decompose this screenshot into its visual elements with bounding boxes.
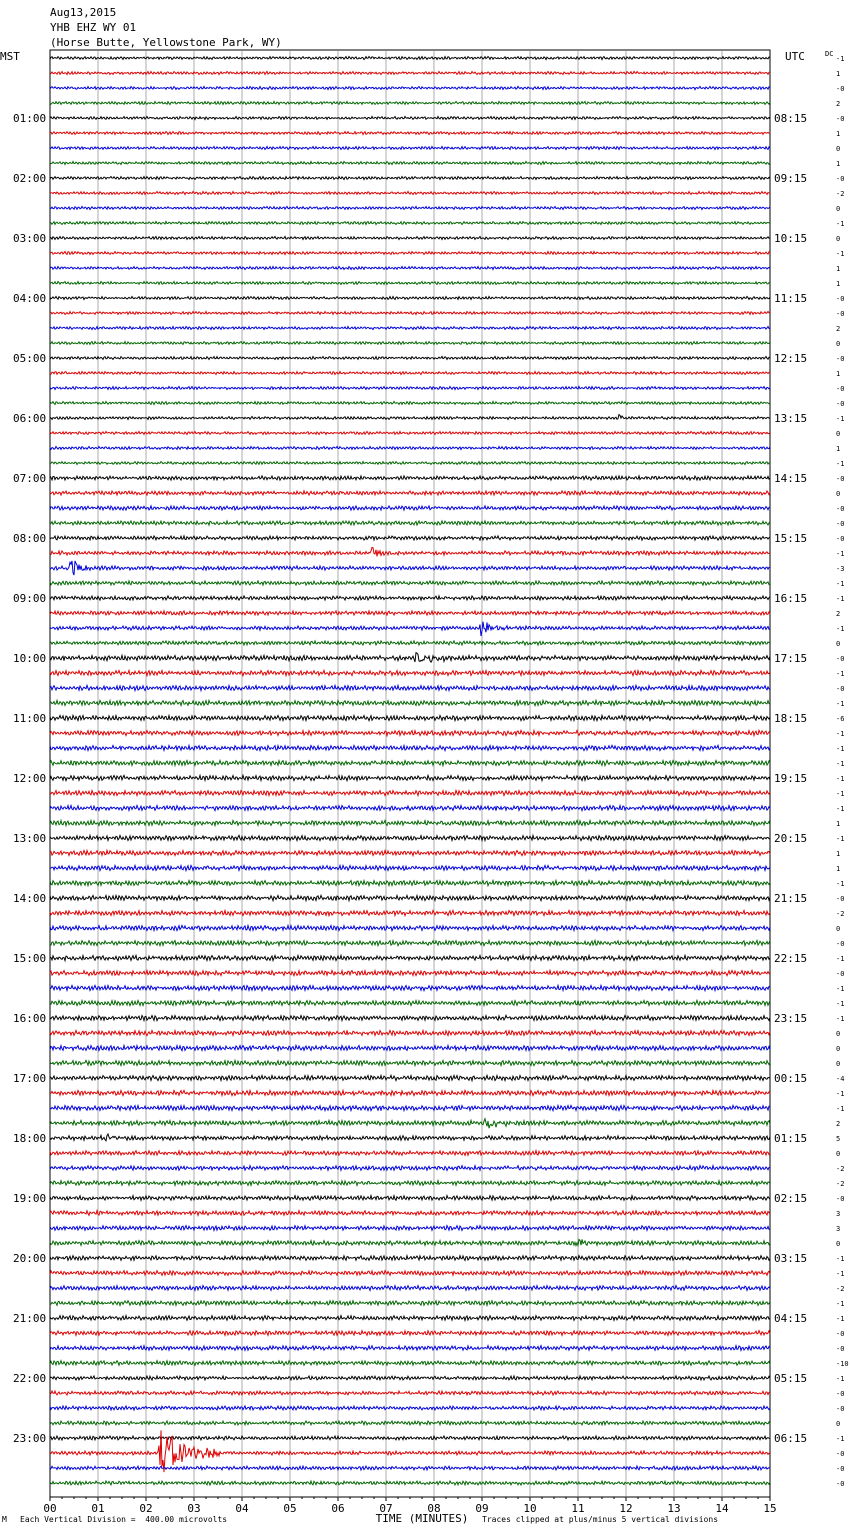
trace-row-76 bbox=[50, 1196, 770, 1201]
trace-row-39 bbox=[50, 641, 770, 645]
trace-row-47 bbox=[50, 760, 770, 765]
dc-offset-label: -0 bbox=[836, 520, 845, 528]
trace-row-25 bbox=[50, 432, 770, 435]
dc-offset-label: -1 bbox=[836, 1300, 845, 1308]
utc-hour-label: 12:15 bbox=[774, 352, 808, 365]
trace-row-19 bbox=[50, 342, 770, 345]
trace-row-53 bbox=[50, 850, 770, 855]
dc-offset-label: 1 bbox=[836, 445, 841, 453]
dc-offset-label: -1 bbox=[836, 460, 845, 468]
dc-offset-label: -0 bbox=[836, 175, 845, 183]
clip-note: Traces clipped at plus/minus 5 vertical divisions bbox=[482, 1515, 719, 1524]
trace-row-68 bbox=[50, 1075, 770, 1080]
mst-hour-label: 09:00 bbox=[13, 592, 47, 605]
trace-row-48 bbox=[50, 775, 770, 780]
trace-row-37 bbox=[50, 611, 770, 615]
utc-hour-label: 04:15 bbox=[774, 1312, 808, 1325]
trace-row-5 bbox=[50, 132, 770, 135]
trace-row-66 bbox=[50, 1045, 770, 1050]
trace-row-22 bbox=[50, 386, 770, 389]
location-label: (Horse Butte, Yellowstone Park, WY) bbox=[50, 36, 282, 49]
dc-offset-label: -2 bbox=[836, 190, 845, 198]
utc-hour-label: 09:15 bbox=[774, 172, 808, 185]
dc-offset-label: 1 bbox=[836, 820, 841, 828]
mst-hour-label: 07:00 bbox=[13, 472, 47, 485]
trace-row-42 bbox=[50, 685, 770, 690]
mst-hour-label: 12:00 bbox=[13, 772, 47, 785]
dc-offset-label: -1 bbox=[836, 760, 845, 768]
x-tick-label: 02 bbox=[139, 1502, 153, 1515]
trace-row-44 bbox=[50, 715, 770, 720]
trace-row-88 bbox=[50, 1376, 770, 1380]
dc-offset-label: -1 bbox=[836, 1255, 845, 1263]
utc-hour-label: 18:15 bbox=[774, 712, 808, 725]
mst-hour-label: 19:00 bbox=[13, 1192, 47, 1205]
trace-row-64 bbox=[50, 1015, 770, 1020]
dc-offset-label: -1 bbox=[836, 625, 845, 633]
x-tick-label: 00 bbox=[43, 1502, 57, 1515]
utc-hour-label: 11:15 bbox=[774, 292, 808, 305]
dc-offset-label: -2 bbox=[836, 1285, 845, 1293]
mst-hour-label: 03:00 bbox=[13, 232, 47, 245]
trace-row-50 bbox=[50, 806, 770, 811]
dc-offset-label: -1 bbox=[836, 700, 845, 708]
trace-row-69 bbox=[50, 1090, 770, 1095]
mst-hour-label: 15:00 bbox=[13, 952, 47, 965]
trace-row-92 bbox=[50, 1436, 770, 1440]
trace-row-13 bbox=[50, 252, 770, 255]
dc-offset-label: 0 bbox=[836, 1045, 841, 1053]
trace-row-45 bbox=[50, 730, 770, 735]
dc-offset-label: -1 bbox=[836, 1315, 845, 1323]
dc-offset-label: -1 bbox=[836, 670, 845, 678]
x-tick-label: 08 bbox=[427, 1502, 441, 1515]
x-tick-label: 09 bbox=[475, 1502, 489, 1515]
utc-hour-label: 16:15 bbox=[774, 592, 808, 605]
dc-offset-label: -0 bbox=[836, 400, 845, 408]
trace-row-34 bbox=[50, 561, 770, 575]
trace-row-71 bbox=[50, 1119, 770, 1129]
trace-row-38 bbox=[50, 622, 770, 636]
dc-offset-label: 0 bbox=[836, 1240, 841, 1248]
trace-row-52 bbox=[50, 835, 770, 840]
trace-row-95 bbox=[50, 1481, 770, 1485]
trace-row-54 bbox=[50, 865, 770, 870]
dc-offset-label: -0 bbox=[836, 1390, 845, 1398]
dc-offset-label: -0 bbox=[836, 385, 845, 393]
dc-offset-label: 0 bbox=[836, 1030, 841, 1038]
trace-row-23 bbox=[50, 402, 770, 405]
trace-row-26 bbox=[50, 447, 770, 450]
mst-hour-label: 08:00 bbox=[13, 532, 47, 545]
trace-row-36 bbox=[50, 596, 770, 600]
trace-row-74 bbox=[50, 1166, 770, 1171]
mst-hour-label: 18:00 bbox=[13, 1132, 47, 1145]
mst-hour-label: 01:00 bbox=[13, 112, 47, 125]
dc-offset-label: -1 bbox=[836, 985, 845, 993]
trace-row-61 bbox=[50, 970, 770, 975]
x-tick-label: 04 bbox=[235, 1502, 249, 1515]
dc-offset-label: -1 bbox=[836, 955, 845, 963]
dc-offset-label: 1 bbox=[836, 280, 841, 288]
trace-row-87 bbox=[50, 1361, 770, 1366]
dc-offset-label: -0 bbox=[836, 475, 845, 483]
dc-offset-label: 2 bbox=[836, 100, 841, 108]
dc-offset-label: -1 bbox=[836, 745, 845, 753]
trace-row-59 bbox=[50, 940, 770, 945]
utc-hour-label: 02:15 bbox=[774, 1192, 808, 1205]
dc-offset-label: -0 bbox=[836, 970, 845, 978]
utc-hour-label: 22:15 bbox=[774, 952, 808, 965]
x-tick-label: 11 bbox=[571, 1502, 585, 1515]
dc-offset-label: 1 bbox=[836, 265, 841, 273]
dc-offset-label: 1 bbox=[836, 865, 841, 873]
utc-hour-label: 00:15 bbox=[774, 1072, 808, 1085]
trace-row-40 bbox=[50, 653, 770, 663]
trace-row-6 bbox=[50, 147, 770, 150]
dc-offset-label: 0 bbox=[836, 925, 841, 933]
mst-hour-label: 13:00 bbox=[13, 832, 47, 845]
utc-hour-label: 01:15 bbox=[774, 1132, 808, 1145]
dc-offset-label: 1 bbox=[836, 370, 841, 378]
trace-row-28 bbox=[50, 476, 770, 480]
trace-row-89 bbox=[50, 1391, 770, 1395]
trace-row-77 bbox=[50, 1211, 770, 1216]
dc-offset-label: -1 bbox=[836, 1375, 845, 1383]
dc-offset-label: -0 bbox=[836, 655, 845, 663]
trace-row-33 bbox=[50, 548, 770, 557]
trace-row-72 bbox=[50, 1134, 770, 1141]
dc-offset-label: -1 bbox=[836, 250, 845, 258]
x-tick-label: 10 bbox=[523, 1502, 537, 1515]
dc-offset-label: -0 bbox=[836, 85, 845, 93]
utc-hour-label: 23:15 bbox=[774, 1012, 808, 1025]
mst-hour-label: 04:00 bbox=[13, 292, 47, 305]
dc-offset-label: 0 bbox=[836, 145, 841, 153]
x-tick-label: 03 bbox=[187, 1502, 201, 1515]
dc-offset-label: -1 bbox=[836, 1435, 845, 1443]
dc-offset-label: 0 bbox=[836, 205, 841, 213]
dc-offset-label: 1 bbox=[836, 70, 841, 78]
trace-row-85 bbox=[50, 1331, 770, 1336]
trace-row-83 bbox=[50, 1301, 770, 1306]
dc-offset-label: -0 bbox=[836, 940, 845, 948]
trace-row-16 bbox=[50, 297, 770, 300]
trace-row-80 bbox=[50, 1256, 770, 1261]
trace-row-8 bbox=[50, 177, 770, 180]
station-label: YHB EHZ WY 01 bbox=[50, 21, 137, 34]
dc-offset-label: 0 bbox=[836, 340, 841, 348]
dc-offset-label: 1 bbox=[836, 130, 841, 138]
dc-offset-label: -0 bbox=[836, 295, 845, 303]
trace-row-24 bbox=[50, 415, 770, 420]
trace-row-65 bbox=[50, 1030, 770, 1035]
mst-hour-label: 05:00 bbox=[13, 352, 47, 365]
dc-offset-label: 0 bbox=[836, 235, 841, 243]
mst-hour-label: 23:00 bbox=[13, 1432, 47, 1445]
trace-row-58 bbox=[50, 925, 770, 930]
dc-offset-label: -0 bbox=[836, 1405, 845, 1413]
x-tick-label: 15 bbox=[763, 1502, 777, 1515]
trace-row-12 bbox=[50, 237, 770, 240]
trace-row-55 bbox=[50, 880, 770, 885]
dc-offset-label: -1 bbox=[836, 1090, 845, 1098]
dc-offset-label: 3 bbox=[836, 1225, 841, 1233]
dc-offset-label: -0 bbox=[836, 685, 845, 693]
trace-row-81 bbox=[50, 1271, 770, 1276]
dc-offset-label: 0 bbox=[836, 1420, 841, 1428]
dc-offset-label: -1 bbox=[836, 835, 845, 843]
trace-row-15 bbox=[50, 282, 770, 285]
dc-offset-label: -0 bbox=[836, 115, 845, 123]
trace-row-29 bbox=[50, 491, 770, 495]
trace-row-35 bbox=[50, 581, 770, 585]
dc-offset-label: 0 bbox=[836, 1060, 841, 1068]
dc-offset-label: -4 bbox=[836, 1075, 845, 1083]
trace-row-21 bbox=[50, 372, 770, 375]
dc-axis-label: DC bbox=[825, 50, 834, 58]
dc-offset-label: -1 bbox=[836, 55, 845, 63]
dc-offset-label: -6 bbox=[836, 715, 845, 723]
trace-row-14 bbox=[50, 267, 770, 270]
trace-row-11 bbox=[50, 222, 770, 225]
dc-offset-label: -1 bbox=[836, 595, 845, 603]
dc-offset-label: -0 bbox=[836, 505, 845, 513]
trace-row-86 bbox=[50, 1346, 770, 1351]
dc-offset-label: -0 bbox=[836, 895, 845, 903]
date-label: Aug13,2015 bbox=[50, 6, 117, 19]
trace-row-9 bbox=[50, 192, 770, 195]
dc-offset-label: 1 bbox=[836, 850, 841, 858]
dc-offset-label: -1 bbox=[836, 415, 845, 423]
dc-offset-label: -2 bbox=[836, 910, 845, 918]
dc-offset-label: 2 bbox=[836, 325, 841, 333]
dc-offset-label: 0 bbox=[836, 640, 841, 648]
corner-mark: M bbox=[2, 1515, 7, 1524]
trace-row-60 bbox=[50, 955, 770, 960]
dc-offset-label: -1 bbox=[836, 1270, 845, 1278]
dc-offset-label: -1 bbox=[836, 730, 845, 738]
trace-row-32 bbox=[50, 536, 770, 540]
trace-row-93 bbox=[50, 1430, 770, 1472]
mst-hour-label: 10:00 bbox=[13, 652, 47, 665]
trace-row-20 bbox=[50, 356, 770, 359]
mst-hour-label: 20:00 bbox=[13, 1252, 47, 1265]
x-axis-title: TIME (MINUTES) bbox=[375, 1512, 469, 1525]
trace-row-51 bbox=[50, 820, 770, 825]
trace-row-75 bbox=[50, 1181, 770, 1186]
x-tick-label: 13 bbox=[667, 1502, 681, 1515]
mst-hour-label: 14:00 bbox=[13, 892, 47, 905]
dc-offset-label: -1 bbox=[836, 775, 845, 783]
trace-row-82 bbox=[50, 1286, 770, 1291]
trace-row-1 bbox=[50, 71, 770, 74]
mst-hour-label: 22:00 bbox=[13, 1372, 47, 1385]
trace-row-27 bbox=[50, 462, 770, 465]
trace-row-90 bbox=[50, 1406, 770, 1410]
dc-offset-label: -3 bbox=[836, 565, 845, 573]
dc-offset-label: 3 bbox=[836, 1210, 841, 1218]
trace-row-18 bbox=[50, 327, 770, 330]
utc-hour-label: 08:15 bbox=[774, 112, 808, 125]
trace-row-63 bbox=[50, 1000, 770, 1005]
x-tick-label: 07 bbox=[379, 1502, 393, 1515]
utc-hour-label: 10:15 bbox=[774, 232, 808, 245]
dc-offset-label: -1 bbox=[836, 1000, 845, 1008]
dc-offset-label: -0 bbox=[836, 1465, 845, 1473]
x-tick-label: 12 bbox=[619, 1502, 633, 1515]
utc-hour-label: 15:15 bbox=[774, 532, 808, 545]
trace-row-31 bbox=[50, 521, 770, 525]
dc-offset-label: -0 bbox=[836, 1195, 845, 1203]
trace-row-62 bbox=[50, 985, 770, 990]
trace-row-30 bbox=[50, 506, 770, 510]
mst-hour-label: 02:00 bbox=[13, 172, 47, 185]
trace-row-73 bbox=[50, 1151, 770, 1156]
trace-row-57 bbox=[50, 910, 770, 915]
dc-offset-label: 0 bbox=[836, 1150, 841, 1158]
trace-row-70 bbox=[50, 1106, 770, 1111]
dc-offset-label: 1 bbox=[836, 160, 841, 168]
utc-hour-label: 06:15 bbox=[774, 1432, 808, 1445]
dc-offset-label: -0 bbox=[836, 1330, 845, 1338]
trace-row-49 bbox=[50, 790, 770, 795]
dc-offset-label: -1 bbox=[836, 220, 845, 228]
utc-hour-label: 14:15 bbox=[774, 472, 808, 485]
trace-row-41 bbox=[50, 670, 770, 675]
x-tick-label: 06 bbox=[331, 1502, 345, 1515]
dc-offset-label: -10 bbox=[836, 1360, 849, 1368]
dc-offset-label: -1 bbox=[836, 1015, 845, 1023]
x-tick-label: 14 bbox=[715, 1502, 729, 1515]
trace-row-4 bbox=[50, 117, 770, 120]
dc-offset-label: -0 bbox=[836, 310, 845, 318]
trace-row-2 bbox=[50, 86, 770, 89]
mst-hour-label: 06:00 bbox=[13, 412, 47, 425]
dc-offset-label: -0 bbox=[836, 1450, 845, 1458]
trace-row-84 bbox=[50, 1316, 770, 1321]
trace-row-46 bbox=[50, 745, 770, 750]
mst-axis-label: MST bbox=[0, 50, 20, 63]
trace-row-17 bbox=[50, 312, 770, 315]
mst-hour-label: 16:00 bbox=[13, 1012, 47, 1025]
dc-offset-label: -0 bbox=[836, 535, 845, 543]
dc-offset-label: -1 bbox=[836, 1105, 845, 1113]
trace-row-3 bbox=[50, 102, 770, 105]
trace-row-94 bbox=[50, 1466, 770, 1470]
utc-hour-label: 13:15 bbox=[774, 412, 808, 425]
dc-offset-label: 2 bbox=[836, 1120, 841, 1128]
trace-row-67 bbox=[50, 1060, 770, 1065]
trace-row-91 bbox=[50, 1421, 770, 1425]
dc-offset-label: -0 bbox=[836, 1480, 845, 1488]
dc-offset-label: -2 bbox=[836, 1180, 845, 1188]
x-tick-label: 05 bbox=[283, 1502, 297, 1515]
dc-offset-label: -1 bbox=[836, 880, 845, 888]
dc-offset-label: -1 bbox=[836, 805, 845, 813]
trace-row-79 bbox=[50, 1239, 770, 1245]
utc-hour-label: 19:15 bbox=[774, 772, 808, 785]
dc-offset-label: 0 bbox=[836, 430, 841, 438]
trace-row-78 bbox=[50, 1226, 770, 1231]
dc-offset-label: 2 bbox=[836, 610, 841, 618]
utc-hour-label: 03:15 bbox=[774, 1252, 808, 1265]
dc-offset-label: -1 bbox=[836, 550, 845, 558]
dc-offset-label: 5 bbox=[836, 1135, 841, 1143]
utc-hour-label: 05:15 bbox=[774, 1372, 808, 1385]
mst-hour-label: 17:00 bbox=[13, 1072, 47, 1085]
dc-offset-label: -2 bbox=[836, 1165, 845, 1173]
dc-offset-label: -0 bbox=[836, 1345, 845, 1353]
mst-hour-label: 21:00 bbox=[13, 1312, 47, 1325]
utc-hour-label: 20:15 bbox=[774, 832, 808, 845]
dc-offset-label: -1 bbox=[836, 790, 845, 798]
x-tick-label: 01 bbox=[91, 1502, 105, 1515]
dc-offset-label: -1 bbox=[836, 580, 845, 588]
trace-row-56 bbox=[50, 895, 770, 900]
scale-note: Each Vertical Division = 400.00 microvolts bbox=[20, 1515, 228, 1524]
dc-offset-label: 0 bbox=[836, 490, 841, 498]
trace-row-7 bbox=[50, 162, 770, 165]
trace-row-43 bbox=[50, 700, 770, 705]
utc-hour-label: 21:15 bbox=[774, 892, 808, 905]
utc-axis-label: UTC bbox=[785, 50, 805, 63]
trace-row-0 bbox=[50, 57, 770, 60]
dc-offset-label: -0 bbox=[836, 355, 845, 363]
mst-hour-label: 11:00 bbox=[13, 712, 47, 725]
trace-row-10 bbox=[50, 207, 770, 210]
utc-hour-label: 17:15 bbox=[774, 652, 808, 665]
